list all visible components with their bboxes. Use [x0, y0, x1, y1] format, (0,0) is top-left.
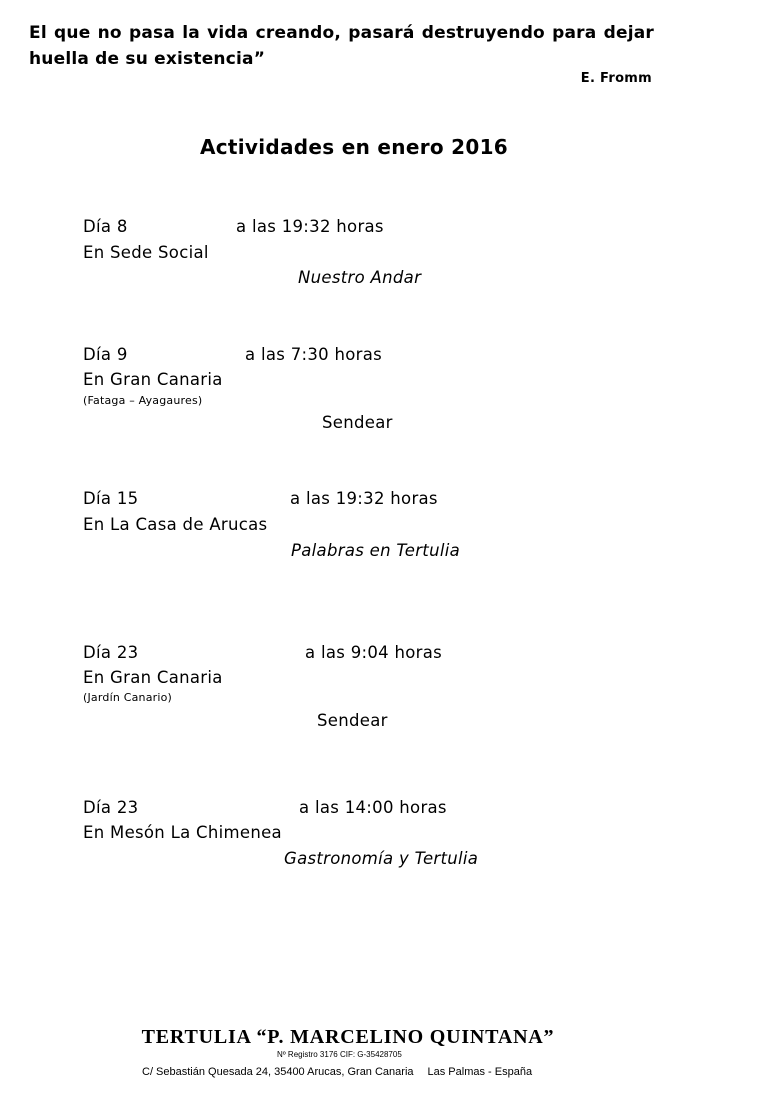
event-time: a las 19:32 horas [290, 489, 438, 508]
footer-address-line [142, 1066, 532, 1078]
event-place: En Gran Canaria [83, 370, 223, 389]
event-name: Gastronomía y Tertulia [284, 849, 479, 868]
event-place: En Mesón La Chimenea [83, 823, 282, 842]
event-time: a las 9:04 horas [305, 643, 443, 662]
event-day: Día 15 [83, 489, 139, 508]
event-place: En Sede Social [83, 243, 209, 262]
event-time: a las 14:00 horas [299, 798, 447, 817]
footer-registry: Nº Registro 3176 CIF: G-35428705 [277, 1050, 402, 1059]
event-detail: (Jardín Canario) [83, 691, 173, 704]
event-detail: (Fataga – Ayagaures) [83, 394, 203, 407]
event-place: En Gran Canaria [83, 668, 223, 687]
event-day: Día 23 [83, 798, 139, 817]
event-day: Día 23 [83, 643, 139, 662]
footer-org-name: TERTULIA “P. MARCELINO QUINTANA” [141, 1026, 555, 1048]
event-time: a las 7:30 horas [245, 345, 383, 364]
event-day: Día 8 [83, 217, 128, 236]
event-name: Sendear [317, 711, 388, 730]
event-name: Nuestro Andar [298, 268, 422, 287]
event-place: En La Casa de Arucas [83, 515, 268, 534]
quote-text: El que no pasa la vida creando, pasará destruyendo para dejar huella de su existencia” [29, 23, 654, 69]
quote-author: E. Fromm [580, 71, 652, 86]
event-time: a las 19:32 horas [236, 217, 384, 236]
page-title: Actividades en enero 2016 [199, 135, 509, 159]
event-name: Sendear [322, 413, 393, 432]
footer-address: C/ Sebastián Quesada 24, 35400 Arucas, Gran Canaria [142, 1066, 414, 1078]
footer-region: Las Palmas - España [427, 1066, 533, 1078]
event-day: Día 9 [83, 345, 128, 364]
event-name: Palabras en Tertulia [291, 541, 461, 560]
